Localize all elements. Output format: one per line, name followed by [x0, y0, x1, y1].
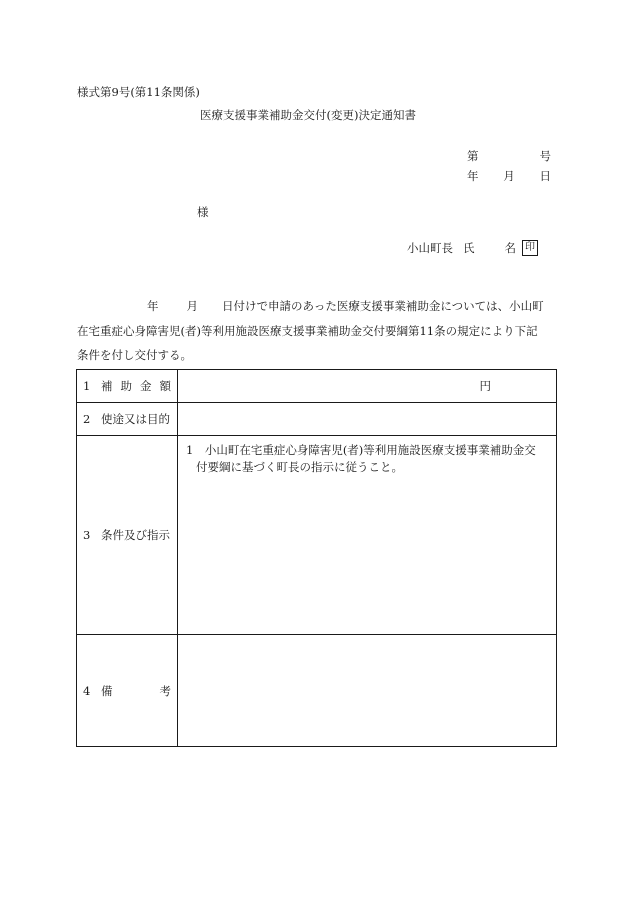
table-row	[77, 403, 557, 436]
label-remarks	[101, 683, 171, 699]
body-line-1-text: 日付けで申請のあった医療支援事業補助金については、小山町	[222, 299, 544, 313]
conditions-cell[interactable]	[178, 436, 557, 635]
row-number: 2	[83, 412, 91, 426]
date-day: 日	[539, 169, 551, 183]
document-number	[467, 148, 551, 164]
label-cell-conditions	[77, 436, 178, 635]
date-month: 月	[503, 169, 515, 183]
amount-cell[interactable]	[178, 370, 557, 403]
label-cell-remarks	[77, 635, 178, 747]
label-char: 考	[159, 683, 171, 698]
date-year: 年	[467, 169, 479, 183]
label-cell-amount	[77, 370, 178, 403]
issuer	[407, 240, 538, 256]
row-number: 4	[83, 683, 91, 698]
purpose-cell[interactable]	[178, 403, 557, 436]
label-conditions: 条件及び指示	[101, 528, 170, 542]
doc-number-suffix: 号	[539, 149, 551, 163]
body-line-1	[77, 301, 553, 313]
table-row	[77, 370, 557, 403]
label-char: 補	[101, 379, 113, 393]
form-number: 様式第9号(第11条関係)	[77, 85, 200, 99]
label-char: 備	[101, 683, 113, 698]
doc-number-prefix: 第	[467, 149, 479, 163]
table-row	[77, 635, 557, 747]
body-year: 年	[147, 299, 159, 313]
body-month: 月	[186, 299, 198, 313]
seal-box: 印	[522, 240, 538, 256]
document-title: 医療支援事業補助金交付(変更)決定通知書	[200, 108, 416, 122]
condition-line-1: 1 小山町在宅重症心身障害児(者)等利用施設医療支援事業補助金交	[186, 443, 536, 457]
issuer-org: 小山町長	[407, 241, 453, 255]
conditions-table	[76, 369, 557, 747]
row-number: 1	[83, 379, 91, 393]
issuer-name-label-1: 氏	[463, 241, 475, 255]
addressee-suffix: 様	[197, 205, 209, 219]
label-char: 金	[140, 379, 152, 393]
condition-line-2: 付要綱に基づく町長の指示に従うこと。	[196, 460, 403, 474]
row-number: 3	[83, 528, 91, 542]
label-char: 助	[120, 379, 132, 393]
label-cell-purpose	[77, 403, 178, 436]
label-amount	[101, 378, 171, 394]
body-line-3: 条件を付し交付する。	[77, 348, 192, 362]
yen-unit: 円	[479, 379, 491, 393]
remarks-cell[interactable]	[178, 635, 557, 747]
label-purpose: 使途又は目的	[101, 412, 170, 426]
label-char: 額	[159, 379, 171, 393]
body-line-2: 在宅重症心身障害児(者)等利用施設医療支援事業補助金交付要綱第11条の規定により下記	[77, 324, 538, 338]
issue-date	[467, 168, 551, 184]
issuer-name-label-2: 名	[504, 241, 516, 255]
table-row	[77, 436, 557, 635]
